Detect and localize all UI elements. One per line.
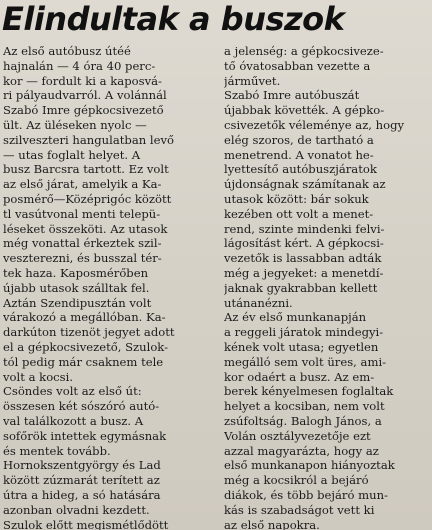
text-line: helyet a kocsiban, nem volt <box>224 399 385 414</box>
article-column-right <box>224 44 429 530</box>
text-line: Az év első munkanapján <box>224 310 367 325</box>
text-line: Volán osztályvezetője ezt <box>224 428 371 443</box>
text-line: ri pályaudvarról. A volánnál <box>3 88 167 103</box>
text-line: Hornokszentgyörgy és Lad <box>3 458 161 473</box>
text-line: kor — fordult ki a kaposvá- <box>3 73 162 88</box>
text-line: léseket összeköti. Az utasok <box>3 221 168 236</box>
text-line: tő óvatosabban vezette a <box>224 58 371 73</box>
text-line: újdonságnak számítanak az <box>224 177 386 192</box>
text-line: az első járat, amelyik a Ka- <box>3 177 162 192</box>
text-line: diákok, és több bejáró mun- <box>224 487 388 502</box>
text-line: még a jegyeket: a menetdí- <box>224 265 384 280</box>
text-line: menetrend. A vonatot he- <box>224 147 374 162</box>
text-line: veszterezni, és busszal tér- <box>3 251 162 266</box>
article-column-left <box>3 44 211 530</box>
text-line: tek haza. Kaposmérőben <box>3 265 149 280</box>
text-line: a reggeli járatok mindegyi- <box>224 325 384 340</box>
text-line: Csöndes volt az első út: <box>3 384 142 399</box>
text-line: posmérő—Középrigóc között <box>3 191 172 206</box>
text-line: rend, szinte mindenki felvi- <box>224 221 385 236</box>
text-line: utánanézni. <box>224 295 293 310</box>
text-line: sofőrök intettek egymásnak <box>3 428 167 443</box>
text-line: járművet. <box>224 73 281 88</box>
text-line: újabb utasok szálltak fel. <box>3 280 150 295</box>
text-line: és mentek tovább. <box>3 443 111 458</box>
text-line: kének volt utasa; egyetlen <box>224 339 379 354</box>
text-line: jaknak gyakrabban kellett <box>224 280 378 295</box>
text-line: között zúzmarát terített az <box>3 473 160 488</box>
text-line: még vonattal érkeztek szil- <box>3 236 162 251</box>
text-line: útra a hideg, a só hatására <box>3 487 161 502</box>
text-line: lágosítást kért. A gépkocsi- <box>224 236 384 251</box>
text-line: volt a kocsi. <box>3 369 74 384</box>
text-line: Szabó Imre autóbuszát <box>224 88 360 103</box>
text-line: azzal magyarázta, hogy az <box>224 443 379 458</box>
text-line: darkúton tizenöt jegyet adott <box>3 325 175 340</box>
text-line: ült. Az üléseken nyolc — <box>3 117 147 132</box>
text-line: Aztán Szendipusztán volt <box>3 295 152 310</box>
text-line: csivezetők véleménye az, hogy <box>224 117 405 132</box>
text-line: lyettesítő autóbuszjáratok <box>224 162 377 177</box>
text-line: busz Barcsra tartott. Ez volt <box>3 162 169 177</box>
text-line: berek kényelmesen foglaltak <box>224 384 394 399</box>
text-line: hajnalán — 4 óra 40 perc- <box>3 58 156 73</box>
text-line: elég szoros, de tartható a <box>224 132 374 147</box>
text-line: Az első autóbusz útéé <box>3 44 131 58</box>
text-line: Szulok előtt megismétlődött <box>3 517 169 530</box>
text-line: még a kocsikról a bejáró <box>224 473 369 488</box>
text-line: azonban olvadni kezdett. <box>3 502 150 517</box>
text-line: tl vasútvonal menti telepü- <box>3 206 161 221</box>
text-line: megálló sem volt üres, ami- <box>224 354 387 369</box>
text-line: tól pedig már csaknem tele <box>3 354 164 369</box>
text-line: vezetők is lassabban adták <box>224 251 382 266</box>
text-line: el a gépkocsivezető, Szulok- <box>3 339 169 354</box>
print-smudge <box>336 12 426 26</box>
text-line: kás is szabadságot vett ki <box>224 502 375 517</box>
text-line: első munkanapon hiányoztak <box>224 458 395 473</box>
text-line: — utas foglalt helyet. A <box>3 147 141 162</box>
text-line: összesen két sószóró autó- <box>3 399 160 414</box>
text-line: utasok között: bár sokuk <box>224 191 369 206</box>
text-line: val találkozott a busz. A <box>3 413 144 428</box>
text-line: zsúfoltság. Balogh János, a <box>224 413 382 428</box>
text-line: újabbak követték. A gépko- <box>224 103 385 118</box>
text-line: szilveszteri hangulatban levő <box>3 132 174 147</box>
text-line: Szabó Imre gépkocsivezető <box>3 103 164 118</box>
text-line: kezében ott volt a menet- <box>224 206 374 221</box>
text-line: az első napokra. <box>224 517 320 530</box>
headline: Elindultak a buszok <box>2 0 345 38</box>
text-line: kor odaért a busz. Az em- <box>224 369 375 384</box>
text-line: a jelenség: a gépkocsiveze- <box>224 44 384 58</box>
text-line: várakozó a megállóban. Ka- <box>3 310 166 325</box>
